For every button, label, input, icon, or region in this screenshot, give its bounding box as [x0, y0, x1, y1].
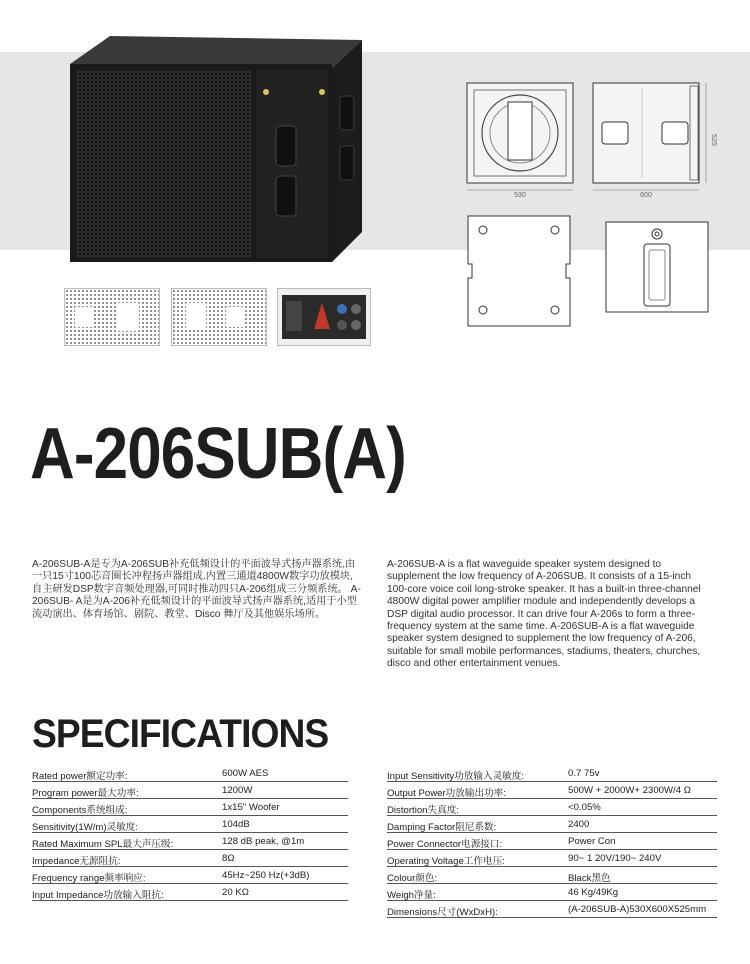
- spec-row: [387, 799, 717, 816]
- spec-value: 1x15" Woofer: [222, 802, 280, 813]
- side-view-drawing: [590, 80, 720, 198]
- spec-label: Weigh净量:: [387, 890, 436, 901]
- height-dimension: 525: [710, 134, 717, 146]
- spec-row: [387, 816, 717, 833]
- spec-label: Distortion失真度:: [387, 805, 459, 816]
- spec-value: 500W + 2000W+ 2300W/4 Ω: [568, 785, 691, 796]
- spec-value: 2400: [568, 819, 590, 830]
- spec-value: Power Con: [568, 836, 616, 847]
- spec-label: Components系统组成:: [32, 805, 128, 816]
- spec-label: Input Impedance功放输入阻抗:: [32, 890, 164, 901]
- spec-label: Impedance无源阻抗:: [32, 856, 121, 867]
- speaker-product-image: [70, 36, 362, 264]
- rear-panel-drawing: [604, 220, 710, 314]
- spec-value: <0.05%: [568, 802, 601, 813]
- spec-row: [32, 884, 348, 901]
- spec-row: [387, 850, 717, 867]
- spec-label: Input Sensitivity功放输入灵敏度:: [387, 771, 525, 782]
- spec-value: 45Hz~250 Hz(+3dB): [222, 870, 310, 881]
- spec-row: [387, 901, 717, 918]
- depth-dimension: 600: [640, 192, 652, 198]
- spec-row: [32, 799, 348, 816]
- spec-label: Sensitivity(1W/m)灵敏度:: [32, 822, 139, 833]
- spec-label: Colour颜色:: [387, 873, 438, 884]
- spec-value: 46 Kg/49Kg: [568, 887, 619, 898]
- spec-row: [387, 833, 717, 850]
- description-english: A-206SUB-A is a flat waveguide speaker system designed to supplement the low frequency of A-206SUB. It consists of a 15-inch 100-core voice coil long-stroke speaker. It has a built-in three-channel 4800W digital power amplifier module and independently develops a DSP digital audio processor. It can drive four A-206s to form a three-frequency system at the same time. A-206SUB-A is a flat waveguide speaker system designed to supplement the low frequency of A-206, suitable for small mobile performances, stadiums, theaters, churches, disco and other entertainment venues.: [387, 559, 701, 670]
- spec-row: [32, 850, 348, 867]
- spec-row: [32, 816, 348, 833]
- spec-row: [32, 765, 348, 782]
- product-title: A-206SUB(A): [30, 414, 406, 494]
- spec-row: [387, 765, 717, 782]
- spec-row: [387, 867, 717, 884]
- spec-label: Dimensions尺寸(WxDxH):: [387, 907, 498, 918]
- spec-value: Black黑色: [568, 873, 611, 884]
- spec-value: 1200W: [222, 785, 253, 796]
- amplifier-panel-thumbnail: [277, 288, 371, 346]
- spec-value: 128 dB peak, @1m: [222, 836, 305, 847]
- specifications-heading: SPECIFICATIONS: [32, 712, 329, 756]
- spec-row: [387, 884, 717, 901]
- spec-value: 20 KΩ: [222, 887, 249, 898]
- spec-label: Frequency range频率响应:: [32, 873, 146, 884]
- spec-table-left: [32, 765, 348, 901]
- spec-table-right: [387, 765, 717, 918]
- spec-row: [387, 782, 717, 799]
- rear-panel-thumbnail-2: [171, 288, 267, 346]
- spec-value: 90~ 1 20V/190~ 240V: [568, 853, 662, 864]
- spec-label: Rated Maximum SPL最大声压级:: [32, 839, 174, 850]
- spec-value: (A-206SUB-A)530X600X525mm: [568, 904, 707, 915]
- spec-value: 600W AES: [222, 768, 269, 779]
- rear-panel-thumbnail-1: [64, 288, 160, 346]
- top-view-drawing: [464, 212, 574, 330]
- description-chinese: A-206SUB-A是专为A-206SUB补充低频设计的平面波导式扬声器系统,由一只15寸100芯音圈长冲程扬声器组成.内置三通道4800W数字功放模块,自主研发DSP数字音频处理器,可同时推动四只A-206组成三分频系统。 A-206SUB- A是为A-206补充低频设计的平面波导式扬声器系统,适用于小型流动演出、体育场馆、剧院、教堂、Disco 舞厅及其他娱乐场所。: [32, 559, 361, 620]
- spec-row: [32, 833, 348, 850]
- spec-label: Rated power额定功率:: [32, 771, 128, 782]
- spec-row: [32, 867, 348, 884]
- spec-value: 0.7 75v: [568, 768, 600, 779]
- spec-value: 8Ω: [222, 853, 235, 864]
- spec-label: Output Power功放输出功率:: [387, 788, 506, 799]
- spec-label: Operating Voltage工作电压:: [387, 856, 505, 867]
- spec-row: [32, 782, 348, 799]
- front-view-drawing: [464, 80, 576, 198]
- spec-label: Power Connector电源接口:: [387, 839, 503, 850]
- width-dimension: 530: [514, 192, 526, 198]
- spec-label: Damping Factor阻尼系数:: [387, 822, 497, 833]
- spec-label: Program power最大功率:: [32, 788, 139, 799]
- spec-value: 104dB: [222, 819, 250, 830]
